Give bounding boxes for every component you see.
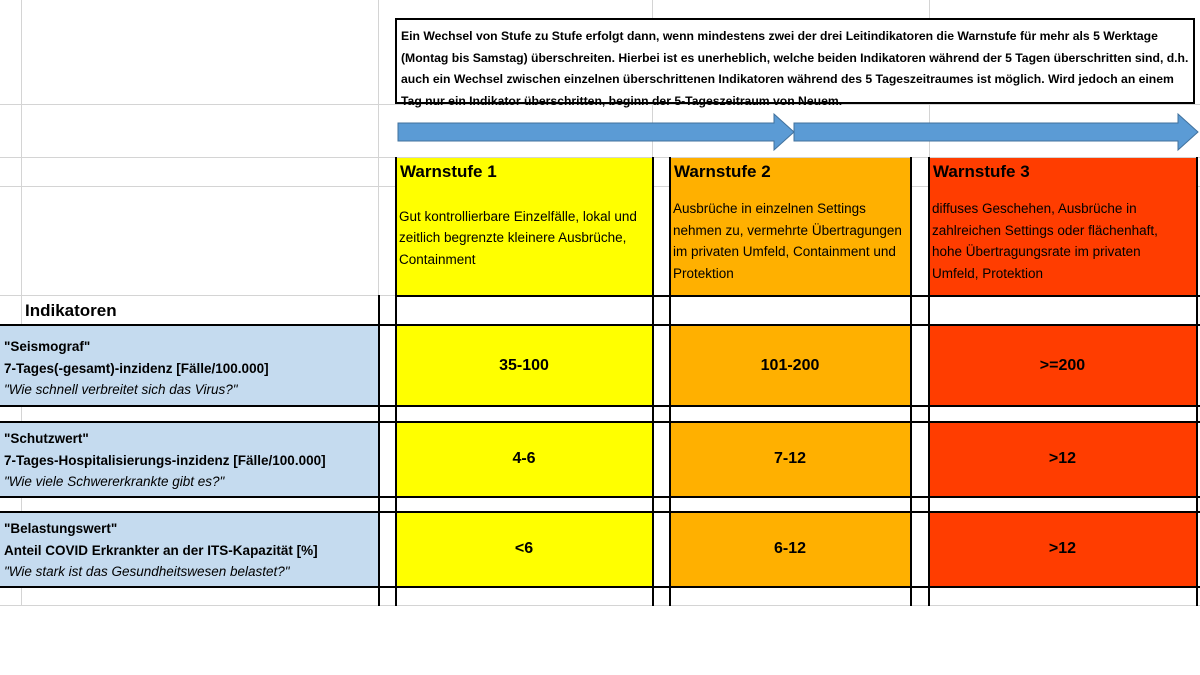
value-3-stage-3: >12 bbox=[929, 512, 1196, 586]
indicator-belastungswert bbox=[0, 512, 379, 586]
progression-arrows bbox=[396, 110, 1200, 156]
indicator-metric: 7-Tages-Hospitalisierungs-inzidenz [Fälle/100.000] bbox=[4, 452, 326, 468]
indicator-schutzwert bbox=[0, 422, 379, 496]
stage-2-description: Ausbrüche in einzelnen Settings nehmen zu, vermehrte Übertragungen im privaten Umfeld, Containment und Protektion bbox=[673, 201, 902, 281]
value-1-stage-3: >=200 bbox=[929, 326, 1196, 406]
value-2-stage-1: 4-6 bbox=[396, 422, 652, 496]
arrow-stage-1-to-2 bbox=[398, 114, 794, 150]
stage-1-description-cell bbox=[396, 186, 652, 296]
value-1-stage-2: 101-200 bbox=[670, 326, 910, 406]
stage-1-title: Warnstufe 1 bbox=[396, 158, 652, 186]
value-3-stage-2: 6-12 bbox=[670, 512, 910, 586]
value-2-stage-3: >12 bbox=[929, 422, 1196, 496]
stage-3-description-cell bbox=[929, 186, 1196, 296]
indicator-question: "Wie viele Schwererkrankte gibt es?" bbox=[4, 474, 225, 489]
indicator-name: "Seismograf" bbox=[4, 339, 91, 354]
value-1-stage-1: 35-100 bbox=[396, 326, 652, 406]
value-2-stage-2: 7-12 bbox=[670, 422, 910, 496]
rule-note: Ein Wechsel von Stufe zu Stufe erfolgt dann, wenn mindestens zwei der drei Leitindikatoren die Warnstufe für mehr als 5 Werktage (Montag bis Samstag) überschreiten. Hierbei ist es unerheblich, welche beiden Indikatoren während der 5 Tagen überschritten sind, d.h. auch ein Wechsel zwischen einzelnen überschrittenen Indikatoren während des 5 Tageszeitraumes ist möglich. Wird jedoch an einem Tag nur ein Indikator überschritten, beginn der 5-Tageszeitraum von Neuem. bbox=[395, 18, 1195, 104]
indicator-metric: 7-Tages(-gesamt)-inzidenz [Fälle/100.000] bbox=[4, 360, 269, 376]
stage-3-title: Warnstufe 3 bbox=[929, 158, 1196, 186]
indicators-heading: Indikatoren bbox=[25, 301, 117, 320]
indicator-metric: Anteil COVID Erkrankter an der ITS-Kapazität [%] bbox=[4, 542, 318, 558]
indicator-question: "Wie schnell verbreitet sich das Virus?" bbox=[4, 382, 238, 397]
indicator-name: "Belastungswert" bbox=[4, 521, 118, 536]
stage-1-description: Gut kontrollierbare Einzelfälle, lokal und zeitlich begrenzte kleinere Ausbrüche, Containment bbox=[399, 208, 637, 267]
indicator-name: "Schutzwert" bbox=[4, 431, 89, 446]
stage-2-description-cell bbox=[670, 186, 910, 296]
value-3-stage-1: <6 bbox=[396, 512, 652, 586]
arrow-stage-2-to-3 bbox=[794, 114, 1198, 150]
indicator-seismograf bbox=[0, 326, 379, 406]
stage-2-title: Warnstufe 2 bbox=[670, 158, 910, 186]
indicator-question: "Wie stark ist das Gesundheitswesen belastet?" bbox=[4, 564, 290, 579]
stage-3-description: diffuses Geschehen, Ausbrüche in zahlreichen Settings oder flächenhaft, hohe Übertragungsrate im privaten Umfeld, Protektion bbox=[932, 201, 1158, 281]
